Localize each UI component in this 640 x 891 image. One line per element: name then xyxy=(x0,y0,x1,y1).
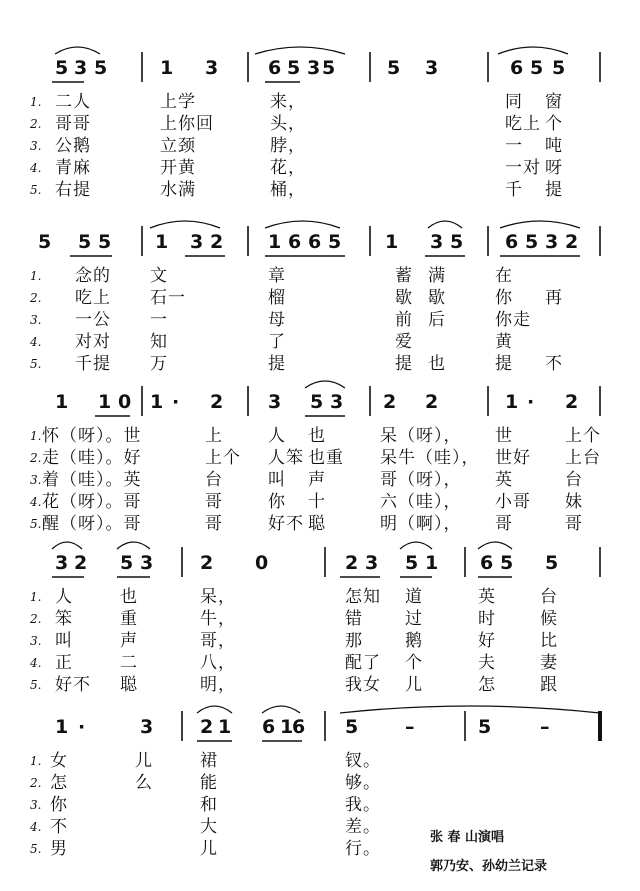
note: 3 xyxy=(55,552,69,574)
lyric-word: 也重 xyxy=(308,448,344,468)
lyric-word: 聪 xyxy=(120,675,138,695)
lyric-word: 怎 xyxy=(50,773,68,793)
lyric-line xyxy=(0,332,640,354)
lyric-word: 在 xyxy=(495,266,513,286)
lyric-word: 一 xyxy=(150,310,168,330)
verse-number: 1. xyxy=(30,269,42,283)
lyric-word: 水满 xyxy=(160,180,196,200)
lyric-word: 二人 xyxy=(55,92,91,112)
note: · xyxy=(78,716,86,738)
lyric-word: 好不 xyxy=(268,514,304,534)
lyric-word: 个 xyxy=(545,114,563,134)
lyric-word: 呆牛（哇）， xyxy=(380,448,480,468)
note: 3 xyxy=(205,57,219,79)
note: 5 xyxy=(310,391,324,413)
note: 1 xyxy=(385,231,399,253)
note: 5 xyxy=(55,57,69,79)
lyric-word: 黄 xyxy=(495,332,513,352)
lyric-line xyxy=(0,470,640,492)
note: 6 xyxy=(308,231,322,253)
lyric-word: 你走 xyxy=(495,310,531,330)
lyric-word: 你 xyxy=(268,492,286,512)
lyric-word: 十 xyxy=(308,492,326,512)
lyric-word: 好不 xyxy=(55,675,91,695)
lyric-word: 千 xyxy=(505,180,523,200)
lyric-word: 比 xyxy=(540,631,558,651)
lyric-word: 不 xyxy=(50,817,68,837)
note: 1 xyxy=(150,391,164,413)
lyric-word: 提 xyxy=(395,354,413,374)
singer-credit: 张 春 山演唱 xyxy=(430,830,505,845)
note: – xyxy=(540,716,550,738)
note: 3 xyxy=(307,57,321,79)
lyric-word: 歇 xyxy=(395,288,413,308)
slur xyxy=(340,706,600,713)
note: 5 xyxy=(328,231,342,253)
lyric-word: 立颈 xyxy=(160,136,196,156)
lyric-word: 世好 xyxy=(495,448,531,468)
note: – xyxy=(405,716,415,738)
lyric-word: 能 xyxy=(200,773,218,793)
lyric-word: 母 xyxy=(268,310,286,330)
note: 1 xyxy=(425,552,439,574)
lyric-word: 怎 xyxy=(478,675,496,695)
lyric-line xyxy=(0,675,640,697)
note: 6 xyxy=(288,231,302,253)
note: 3 xyxy=(268,391,282,413)
lyric-word: 声 xyxy=(308,470,326,490)
note: 2 xyxy=(210,231,224,253)
lyric-line xyxy=(0,266,640,288)
lyric-word: 上个 xyxy=(205,448,241,468)
lyric-word: 行。 xyxy=(345,839,381,859)
verse-number: 4. xyxy=(30,820,42,834)
lyric-line xyxy=(0,114,640,136)
lyric-word: 六（哇）， xyxy=(380,492,462,512)
verse-number: 3. xyxy=(30,634,42,648)
note: 1 xyxy=(218,716,232,738)
slur xyxy=(478,542,512,549)
lyric-word: 钗。 xyxy=(345,751,381,771)
lyric-word: 哥 xyxy=(205,492,223,512)
lyric-line xyxy=(0,288,640,310)
note: 0 xyxy=(118,391,132,413)
lyric-word: 正 xyxy=(55,653,73,673)
note: 5 xyxy=(38,231,52,253)
slur xyxy=(428,221,462,228)
lyric-word: 错 xyxy=(345,609,363,629)
verse-number: 2. xyxy=(30,612,42,626)
note: 1 xyxy=(160,57,174,79)
verse-number: 4. xyxy=(30,495,42,509)
lyric-word: 英 xyxy=(478,587,496,607)
lyric-line xyxy=(0,587,640,609)
note: 2 xyxy=(565,231,579,253)
lyric-word: 好 xyxy=(478,631,496,651)
lyric-word: 上学 xyxy=(160,92,196,112)
note: 5 xyxy=(478,716,492,738)
lyric-word: 差。 xyxy=(345,817,381,837)
note: 5 xyxy=(345,716,359,738)
lyric-word: 儿 xyxy=(200,839,218,859)
lyric-word: 人笨 xyxy=(268,448,304,468)
lyric-word: 上你回 xyxy=(160,114,214,134)
lyric-word: 人 xyxy=(268,426,286,446)
lyric-word: 跟 xyxy=(540,675,558,695)
lyric-line xyxy=(0,653,640,675)
verse-number: 3. xyxy=(30,139,42,153)
lyric-word: 叫 xyxy=(268,470,286,490)
lyric-word: 桶， xyxy=(270,180,306,200)
lyric-word: 头， xyxy=(270,114,306,134)
lyric-word: 我。 xyxy=(345,795,381,815)
slur xyxy=(55,47,100,54)
lyric-word: 哥 xyxy=(205,514,223,534)
lyric-word: 哥哥 xyxy=(55,114,91,134)
slur xyxy=(150,221,220,228)
note: 5 xyxy=(530,57,544,79)
lyric-word: 和 xyxy=(200,795,218,815)
verse-number: 4. xyxy=(30,161,42,175)
lyric-word: 男 xyxy=(50,839,68,859)
lyric-word: 人 xyxy=(55,587,73,607)
lyric-word: 呀 xyxy=(545,158,563,178)
lyric-line xyxy=(0,136,640,158)
lyric-word: 上台 xyxy=(565,448,601,468)
note: 5 xyxy=(78,231,92,253)
verse-number: 5. xyxy=(30,517,42,531)
lyric-word: 聪 xyxy=(308,514,326,534)
slur xyxy=(400,542,432,549)
lyric-word: 儿 xyxy=(405,675,423,695)
lyric-word: 呆， xyxy=(200,587,236,607)
lyric-word: 重 xyxy=(120,609,138,629)
note: 5 xyxy=(120,552,134,574)
lyric-line xyxy=(0,773,640,795)
lyric-word: 妹 xyxy=(565,492,583,512)
lyric-word: 英 xyxy=(495,470,513,490)
lyric-word: 哥， xyxy=(200,631,236,651)
note: 1 xyxy=(98,391,112,413)
lyric-word: 也 xyxy=(308,426,326,446)
lyric-word: 花（呀）。哥 xyxy=(42,492,142,512)
lyric-word: 花， xyxy=(270,158,306,178)
lyric-word: 吃上 xyxy=(75,288,111,308)
note: 1 xyxy=(280,716,294,738)
verse-number: 5. xyxy=(30,183,42,197)
note: 2 xyxy=(345,552,359,574)
slur xyxy=(197,706,232,713)
lyric-word: 榴 xyxy=(268,288,286,308)
note: 2 xyxy=(565,391,579,413)
verse-number: 1. xyxy=(30,590,42,604)
note: 5 xyxy=(450,231,464,253)
slur xyxy=(117,542,150,549)
lyric-word: 哥 xyxy=(495,514,513,534)
note: 5 xyxy=(552,57,566,79)
lyric-word: 吨 xyxy=(545,136,563,156)
note: 5 xyxy=(387,57,401,79)
lyric-word: 哥 xyxy=(565,514,583,534)
lyric-word: 候 xyxy=(540,609,558,629)
lyric-word: 来， xyxy=(270,92,306,112)
note: 1 xyxy=(55,716,69,738)
note: 5 xyxy=(525,231,539,253)
lyric-word: 一对 xyxy=(505,158,541,178)
verse-number: 1. xyxy=(30,754,42,768)
lyric-word: 女 xyxy=(50,751,68,771)
lyric-word: 爱 xyxy=(395,332,413,352)
lyric-line xyxy=(0,631,640,653)
lyric-word: 蓄 xyxy=(395,266,413,286)
lyric-word: 了 xyxy=(268,332,286,352)
lyric-word: 声 xyxy=(120,631,138,651)
lyric-line xyxy=(0,609,640,631)
note: 3 xyxy=(140,716,154,738)
lyric-word: 提 xyxy=(268,354,286,374)
note: 5 xyxy=(405,552,419,574)
note: 1 xyxy=(268,231,282,253)
note: 5 xyxy=(287,57,301,79)
lyric-word: 也 xyxy=(428,354,446,374)
note: 1 xyxy=(155,231,169,253)
slur xyxy=(498,47,568,54)
lyric-word: 吃上 xyxy=(505,114,541,134)
note: 0 xyxy=(255,552,269,574)
lyric-word: 上 xyxy=(205,426,223,446)
note: 3 xyxy=(190,231,204,253)
note: 3 xyxy=(74,57,88,79)
note: 2 xyxy=(210,391,224,413)
lyric-word: 世 xyxy=(495,426,513,446)
lyric-word: 青麻 xyxy=(55,158,91,178)
note: · xyxy=(172,391,180,413)
note: 6 xyxy=(262,716,276,738)
recorder-credit: 郭乃安、孙幼兰记录 xyxy=(430,859,548,874)
slur xyxy=(255,47,345,54)
lyric-word: 前 xyxy=(395,310,413,330)
note: 6 xyxy=(510,57,524,79)
lyric-word: 歇 xyxy=(428,288,446,308)
lyric-word: 怎知 xyxy=(345,587,381,607)
verse-number: 1. xyxy=(30,95,42,109)
lyric-word: 一公 xyxy=(75,310,111,330)
note: 5 xyxy=(98,231,112,253)
lyric-word: 台 xyxy=(540,587,558,607)
note: 3 xyxy=(330,391,344,413)
lyric-line xyxy=(0,448,640,470)
note: · xyxy=(527,391,535,413)
lyric-word: 儿 xyxy=(135,751,153,771)
lyric-word: 鹅 xyxy=(405,631,423,651)
lyric-word: 大 xyxy=(200,817,218,837)
lyric-word: 个 xyxy=(405,653,423,673)
slur xyxy=(500,221,580,228)
verse-number: 3. xyxy=(30,798,42,812)
lyric-word: 笨 xyxy=(55,609,73,629)
note: 2 xyxy=(425,391,439,413)
lyric-line xyxy=(0,92,640,114)
lyric-word: 八， xyxy=(200,653,236,673)
lyric-word: 脖， xyxy=(270,136,306,156)
verse-number: 2. xyxy=(30,451,42,465)
note: 2 xyxy=(383,391,397,413)
lyric-word: 知 xyxy=(150,332,168,352)
lyric-word: 叫 xyxy=(55,631,73,651)
lyric-word: 时 xyxy=(478,609,496,629)
lyric-word: 念的 xyxy=(75,266,111,286)
lyric-word: 公鹅 xyxy=(55,136,91,156)
lyric-word: 怀（呀）。世 xyxy=(42,426,142,446)
note: 2 xyxy=(200,552,214,574)
lyric-word: 二 xyxy=(120,653,138,673)
lyric-word: 你 xyxy=(50,795,68,815)
note: 3 xyxy=(365,552,379,574)
note: 6 xyxy=(268,57,282,79)
credits xyxy=(430,826,580,884)
bar-lines xyxy=(0,533,640,583)
note: 6 xyxy=(505,231,519,253)
verse-number: 2. xyxy=(30,776,42,790)
lyric-word: 台 xyxy=(565,470,583,490)
note: 5 xyxy=(322,57,336,79)
verse-number: 3. xyxy=(30,313,42,327)
lyric-word: 够。 xyxy=(345,773,381,793)
lyric-line xyxy=(0,426,640,448)
lyric-word: 提 xyxy=(545,180,563,200)
verse-number: 5. xyxy=(30,357,42,371)
lyric-word: 后 xyxy=(428,310,446,330)
lyric-word: 那 xyxy=(345,631,363,651)
slur xyxy=(262,706,300,713)
note: 1 xyxy=(505,391,519,413)
verse-number: 2. xyxy=(30,291,42,305)
lyric-word: 满 xyxy=(428,266,446,286)
lyric-word: 牛， xyxy=(200,609,236,629)
lyric-word: 道 xyxy=(405,587,423,607)
slur xyxy=(52,542,82,549)
note: 2 xyxy=(74,552,88,574)
note: 2 xyxy=(200,716,214,738)
lyric-word: 么 xyxy=(135,773,153,793)
lyric-word: 我女 xyxy=(345,675,381,695)
lyric-word: 配了 xyxy=(345,653,381,673)
lyric-word: 台 xyxy=(205,470,223,490)
note: 6 xyxy=(292,716,306,738)
lyric-word: 右提 xyxy=(55,180,91,200)
lyric-word: 过 xyxy=(405,609,423,629)
note: 1 xyxy=(55,391,69,413)
lyric-word: 开黄 xyxy=(160,158,196,178)
lyric-word: 着（哇）。英 xyxy=(42,470,142,490)
note: 5 xyxy=(500,552,514,574)
verse-number: 5. xyxy=(30,842,42,856)
lyric-word: 文 xyxy=(150,266,168,286)
verse-number: 1. xyxy=(30,429,42,443)
lyric-line xyxy=(0,795,640,817)
lyric-word: 明（啊）， xyxy=(380,514,462,534)
verse-number: 3. xyxy=(30,473,42,487)
lyric-word: 窗 xyxy=(545,92,563,112)
lyric-line xyxy=(0,751,640,773)
lyric-line xyxy=(0,492,640,514)
lyric-word: 不 xyxy=(545,354,563,374)
note: 5 xyxy=(545,552,559,574)
note: 3 xyxy=(425,57,439,79)
lyric-word: 上个 xyxy=(565,426,601,446)
lyric-word: 对对 xyxy=(75,332,111,352)
lyric-line xyxy=(0,180,640,202)
note: 3 xyxy=(140,552,154,574)
lyric-line xyxy=(0,310,640,332)
lyric-word: 石一 xyxy=(150,288,186,308)
lyric-word: 裙 xyxy=(200,751,218,771)
lyric-line xyxy=(0,158,640,180)
lyric-word: 也 xyxy=(120,587,138,607)
lyric-word: 妻 xyxy=(540,653,558,673)
lyric-word: 提 xyxy=(495,354,513,374)
lyric-word: 呆（呀）， xyxy=(380,426,462,446)
verse-number: 4. xyxy=(30,335,42,349)
note: 3 xyxy=(430,231,444,253)
note: 5 xyxy=(94,57,108,79)
lyric-word: 章 xyxy=(268,266,286,286)
lyric-word: 夫 xyxy=(478,653,496,673)
lyric-word: 千提 xyxy=(75,354,111,374)
lyric-word: 小哥 xyxy=(495,492,531,512)
verse-number: 4. xyxy=(30,656,42,670)
slur xyxy=(265,221,340,228)
lyric-word: 走（哇）。好 xyxy=(42,448,142,468)
note: 3 xyxy=(545,231,559,253)
lyric-word: 明， xyxy=(200,675,236,695)
lyric-word: 你 xyxy=(495,288,513,308)
verse-number: 2. xyxy=(30,117,42,131)
verse-number: 5. xyxy=(30,678,42,692)
lyric-word: 哥（呀）， xyxy=(380,470,462,490)
lyric-word: 再 xyxy=(545,288,563,308)
lyric-word: 醒（呀）。哥 xyxy=(42,514,142,534)
note: 6 xyxy=(480,552,494,574)
slur xyxy=(305,381,345,388)
lyric-word: 一 xyxy=(505,136,523,156)
lyric-word: 万 xyxy=(150,354,168,374)
lyric-word: 同 xyxy=(505,92,523,112)
